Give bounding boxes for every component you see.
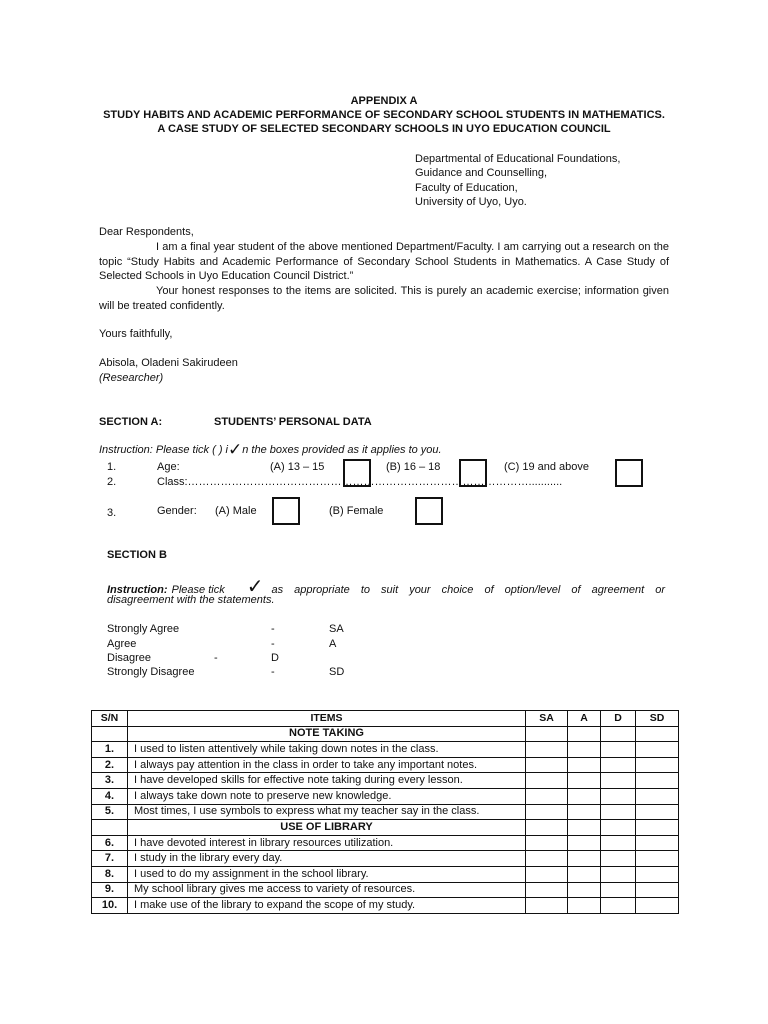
response-cell-d[interactable] (601, 835, 636, 851)
table-cell-empty (526, 726, 568, 742)
row-number: 1. (92, 742, 128, 758)
response-cell-a[interactable] (568, 757, 601, 773)
row-number: 4. (92, 788, 128, 804)
instruction-text: Please tick (171, 584, 225, 596)
table-row (92, 866, 679, 882)
response-cell-a[interactable] (568, 898, 601, 914)
row-number: 2. (92, 757, 128, 773)
response-cell-sa[interactable] (526, 851, 568, 867)
gender-male-label: (A) Male (215, 505, 257, 517)
scale-code: SD (329, 666, 345, 678)
gender-male-checkbox[interactable] (272, 497, 300, 525)
question-number: 1. (107, 461, 117, 473)
scale-dash: - (271, 623, 275, 635)
row-item-text: I study in the library every day. (128, 851, 526, 867)
document-title-line1: STUDY HABITS AND ACADEMIC PERFORMANCE OF SECONDARY SCHOOL STUDENTS IN MATHEMATICS. (103, 109, 665, 121)
class-field[interactable]: Class:…………………………………………………………………………………........... (157, 476, 563, 488)
column-header-d: D (601, 711, 636, 727)
table-row (92, 804, 679, 820)
response-cell-d[interactable] (601, 773, 636, 789)
table-cell-empty (601, 820, 636, 836)
instruction-keyword: Instruction: (107, 584, 168, 596)
table-cell-empty (92, 726, 128, 742)
scale-label: Disagree (107, 652, 152, 664)
row-item-text: I used to do my assignment in the school library. (128, 866, 526, 882)
table-cell-empty (568, 820, 601, 836)
response-cell-sa[interactable] (526, 742, 568, 758)
question-number: 2. (107, 476, 117, 488)
table-body (92, 726, 679, 913)
table-row (92, 851, 679, 867)
response-cell-sa[interactable] (526, 757, 568, 773)
instruction-text: Instruction: Please tick ( ) i (99, 444, 228, 456)
closing: Yours faithfully, (99, 328, 173, 340)
response-cell-sd[interactable] (636, 898, 679, 914)
table-row (92, 773, 679, 789)
row-item-text: I have developed skills for effective note taking during every lesson. (128, 773, 526, 789)
question-number: 3. (107, 507, 117, 519)
response-cell-sd[interactable] (636, 742, 679, 758)
row-item-text: My school library gives me access to variety of resources. (128, 882, 526, 898)
response-cell-d[interactable] (601, 757, 636, 773)
response-cell-a[interactable] (568, 866, 601, 882)
response-cell-sd[interactable] (636, 835, 679, 851)
table-cell-empty (636, 726, 679, 742)
scale-label: Strongly Disagree (107, 666, 195, 678)
table-row (92, 757, 679, 773)
age-option-c-label: (C) 19 and above (504, 461, 589, 473)
age-option-c-checkbox[interactable] (615, 459, 643, 487)
researcher-name: Abisola, Oladeni Sakirudeen (99, 357, 238, 369)
response-cell-d[interactable] (601, 788, 636, 804)
row-number: 8. (92, 866, 128, 882)
instruction-text: n the boxes provided as it applies to you. (242, 444, 442, 456)
row-item-text: I always take down note to preserve new knowledge. (128, 788, 526, 804)
document-title-line2: A CASE STUDY OF SELECTED SECONDARY SCHOOLS IN UYO EDUCATION COUNCIL (157, 123, 611, 135)
response-cell-sd[interactable] (636, 851, 679, 867)
address-line: Departmental of Educational Foundations, (415, 153, 621, 165)
response-cell-sa[interactable] (526, 866, 568, 882)
instruction-text: disagreement with the statements. (107, 594, 275, 606)
row-item-text: Most times, I use symbols to express what my teacher say in the class. (128, 804, 526, 820)
address-line: University of Uyo, Uyo. (415, 196, 527, 208)
response-cell-d[interactable] (601, 742, 636, 758)
scale-code: A (329, 638, 337, 650)
row-item-text: I make use of the library to expand the scope of my study. (128, 898, 526, 914)
group-title: NOTE TAKING (128, 726, 526, 742)
address-line: Faculty of Education, (415, 182, 518, 194)
column-header-sn: S/N (92, 711, 128, 727)
response-cell-sa[interactable] (526, 835, 568, 851)
response-cell-sd[interactable] (636, 757, 679, 773)
response-cell-d[interactable] (601, 866, 636, 882)
letter-paragraph-1: I am a final year student of the above mentioned Department/Faculty. I am carrying out a research on the topic “Study Habits and Academic Performance of Secondary School Students in Mathematics. A Case Study of Selected Schools in Uyo Education Council District.” (99, 241, 669, 282)
scale-label: Agree (107, 638, 137, 650)
response-cell-sd[interactable] (636, 882, 679, 898)
row-number: 9. (92, 882, 128, 898)
response-cell-a[interactable] (568, 882, 601, 898)
address-line: Guidance and Counselling, (415, 167, 548, 179)
response-cell-sd[interactable] (636, 866, 679, 882)
response-cell-a[interactable] (568, 804, 601, 820)
researcher-role: (Researcher) (99, 372, 164, 384)
checkmark-icon: ✓ (246, 574, 264, 598)
table-row (92, 835, 679, 851)
column-header-sa: SA (526, 711, 568, 727)
table-row (92, 898, 679, 914)
row-number: 6. (92, 835, 128, 851)
group-title: USE OF LIBRARY (128, 820, 526, 836)
checkmark-icon: ✓ (228, 440, 243, 460)
salutation: Dear Respondents, (99, 226, 194, 238)
gender-female-label: (B) Female (329, 505, 384, 517)
row-item-text: I always pay attention in the class in order to take any important notes. (128, 757, 526, 773)
response-cell-sa[interactable] (526, 773, 568, 789)
scale-dash: - (271, 666, 275, 678)
table-cell-empty (601, 726, 636, 742)
table-header-row (92, 711, 679, 727)
response-cell-sd[interactable] (636, 773, 679, 789)
scale-code: SA (329, 623, 344, 635)
questionnaire-table (91, 710, 679, 914)
response-cell-sa[interactable] (526, 898, 568, 914)
table-cell-empty (636, 820, 679, 836)
table-row (92, 882, 679, 898)
scale-label: Strongly Agree (107, 623, 180, 635)
response-cell-a[interactable] (568, 788, 601, 804)
scale-dash: - (214, 652, 218, 664)
row-number: 5. (92, 804, 128, 820)
response-cell-d[interactable] (601, 882, 636, 898)
section-group-row (92, 820, 679, 836)
section-a-title: STUDENTS’ PERSONAL DATA (214, 416, 372, 428)
column-header-a: A (568, 711, 601, 727)
response-cell-a[interactable] (568, 773, 601, 789)
table-cell-empty (92, 820, 128, 836)
row-item-text: I used to listen attentively while taking down notes in the class. (128, 742, 526, 758)
instruction-text: as appropriate to suit your choice of option/level of agreement or (271, 584, 665, 596)
section-group-row (92, 726, 679, 742)
scale-code: D (271, 652, 279, 664)
section-b-label: SECTION B (107, 549, 167, 561)
scale-dash: - (271, 638, 275, 650)
gender-female-checkbox[interactable] (415, 497, 443, 525)
section-a-label: SECTION A: (99, 416, 163, 428)
table-row (92, 742, 679, 758)
row-number: 10. (92, 898, 128, 914)
section-a-instruction (99, 438, 442, 458)
appendix-label: APPENDIX A (350, 95, 418, 107)
table-cell-empty (526, 820, 568, 836)
response-cell-a[interactable] (568, 835, 601, 851)
table-row (92, 788, 679, 804)
response-cell-a[interactable] (568, 851, 601, 867)
response-cell-sd[interactable] (636, 788, 679, 804)
gender-label: Gender: (157, 505, 197, 517)
response-cell-sa[interactable] (526, 788, 568, 804)
response-cell-a[interactable] (568, 742, 601, 758)
row-number: 3. (92, 773, 128, 789)
column-header-items: ITEMS (128, 711, 526, 727)
age-option-a-label: (A) 13 – 15 (270, 461, 325, 473)
response-cell-d[interactable] (601, 851, 636, 867)
age-option-b-label: (B) 16 – 18 (386, 461, 441, 473)
letter-paragraph-2: Your honest responses to the items are solicited. This is purely an academic exercise; information given will be treated confidently. (99, 285, 669, 312)
row-number: 7. (92, 851, 128, 867)
response-cell-d[interactable] (601, 898, 636, 914)
response-cell-sd[interactable] (636, 804, 679, 820)
response-cell-sa[interactable] (526, 882, 568, 898)
response-cell-sa[interactable] (526, 804, 568, 820)
column-header-sd: SD (636, 711, 679, 727)
row-item-text: I have devoted interest in library resources utilization. (128, 835, 526, 851)
age-label: Age: (157, 461, 180, 473)
table-cell-empty (568, 726, 601, 742)
response-cell-d[interactable] (601, 804, 636, 820)
